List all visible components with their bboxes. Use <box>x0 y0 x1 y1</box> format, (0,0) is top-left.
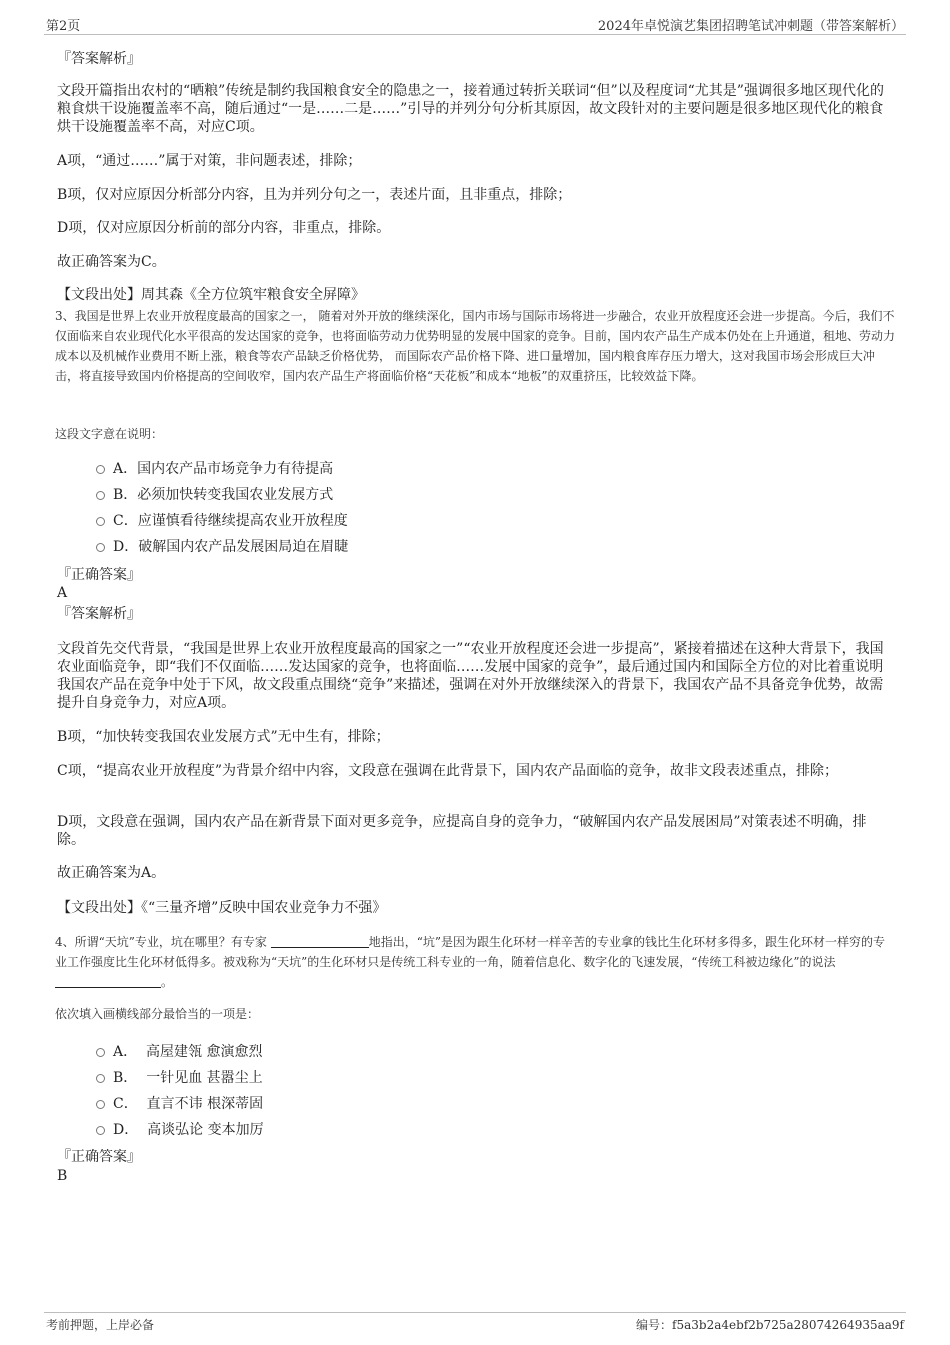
q3-option-d[interactable]: D．破解国内农产品发展困局迫在眉睫 <box>96 538 348 556</box>
q3-option-c[interactable]: C．应谨慎看待继续提高农业开放程度 <box>96 512 348 530</box>
footer-code: 编号：f5a3b2a4ebf2b725a28074264935aa9f <box>636 1318 904 1332</box>
q3-answer: A <box>57 585 68 601</box>
q3-analysis-title: 『答案解析』 <box>57 606 141 622</box>
page-footer <box>44 1312 906 1332</box>
page-header <box>44 14 906 35</box>
q4-option-a[interactable]: A． 高屋建瓴 愈演愈烈 <box>96 1043 262 1061</box>
q2-analysis-title: 『答案解析』 <box>57 51 141 67</box>
q3-option-b-analysis: B项，“加快转变我国农业发展方式”无中生有，排除； <box>57 729 390 745</box>
q4-prompt: 依次填入画横线部分最恰当的一项是： <box>55 1007 260 1021</box>
fill-blank-2 <box>55 975 161 988</box>
radio-icon[interactable] <box>96 543 105 552</box>
q4-answer-title: 『正确答案』 <box>57 1149 141 1165</box>
fill-blank-1 <box>271 935 369 948</box>
page-number: 第2页 <box>46 19 81 34</box>
radio-icon[interactable] <box>96 465 105 474</box>
radio-icon[interactable] <box>96 491 105 500</box>
q2-option-b-analysis: B项，仅对应原因分析部分内容，且为并列分句之一，表述片面，且非重点，排除； <box>57 187 572 203</box>
q4-option-c[interactable]: C． 直言不讳 根深蒂固 <box>96 1095 263 1113</box>
q3-source: 【文段出处】《“三量齐增”反映中国农业竞争力不强》 <box>57 900 387 916</box>
q4-option-d[interactable]: D． 高谈弘论 变本加厉 <box>96 1121 264 1139</box>
q3-option-b[interactable]: B．必须加快转变我国农业发展方式 <box>96 486 333 504</box>
q2-conclusion: 故正确答案为C。 <box>57 254 166 270</box>
q4-stem: 4、所谓“天坑”专业，坑在哪里？有专家 地指出，“坑”是因为跟生化环材一样辛苦的专业拿的钱比生化环材多得多，跟生化环材一样穷的专业工作强度比生化环材低得多。被戏称为“天坑”的生化环材只是传统工科专业的一角，随着信息化、数字化的飞速发展，“传统工科被边缘化”的说法 。 <box>55 935 886 989</box>
q4-answer: B <box>57 1168 68 1184</box>
q4-option-b[interactable]: B． 一针见血 甚嚣尘上 <box>96 1069 263 1087</box>
radio-icon[interactable] <box>96 1100 105 1109</box>
footer-slogan: 考前押题，上岸必备 <box>46 1318 155 1332</box>
radio-icon[interactable] <box>96 1048 105 1057</box>
q3-option-a[interactable]: A．国内农产品市场竞争力有待提高 <box>96 460 333 478</box>
q3-answer-title: 『正确答案』 <box>57 567 141 583</box>
q3-stem: 3、我国是世界上农业开放程度最高的国家之一， 随着对外开放的继续深化，国内市场与国际市场将进一步融合，农业开放程度还会进一步提高。今后，我们不仅面临来自农业现代化水平很高的发达国家的竞争，也将面临劳动力优势明显的发展中国家的竞争。目前，国内农产品生产成本仍处在上升通道，租地、劳动力成本以及机械作业费用不断上涨，粮食等农产品缺乏价格优势， 而国际农产品价格下降、进口量增加，国内粮食库存压力增大，这对我国市场会形成巨大冲击，将直接导致国内价格提高的空间收窄，国内农产品生产将面临价格“天花板”和成本“地板”的双重挤压，比较效益下降。 <box>55 309 896 383</box>
radio-icon[interactable] <box>96 1126 105 1135</box>
q2-analysis: 文段开篇指出农村的“晒粮”传统是制约我国粮食安全的隐患之一，接着通过转折关联词“但”以及程度词“尤其是”强调很多地区现代化的粮食烘干设施覆盖率不高，随后通过“一是……二是……”引导的并列分句分析其原因，故文段针对的主要问题是很多地区现代化的粮食烘干设施覆盖率不高，对应C项。 <box>57 83 884 135</box>
q3-analysis: 文段首先交代背景，“我国是世界上农业开放程度最高的国家之一”“农业开放程度还会进一步提高”，紧接着描述在这种大背景下，我国农业面临竞争，即“我们不仅面临……发达国家的竞争，也将面临……发展中国家的竞争”，最后通过国内和国际全方位的对比着重说明我国农产品在竞争中处于下风，故文段重点围绕“竞争”来描述，强调在对外开放继续深入的背景下，我国农产品不具备竞争优势，故需提升自身竞争力，对应A项。 <box>57 641 884 711</box>
q2-option-d-analysis: D项，仅对应原因分析前的部分内容，非重点，排除。 <box>57 220 391 236</box>
q2-source: 【文段出处】周其森《全方位筑牢粮食安全屏障》 <box>57 287 365 303</box>
radio-icon[interactable] <box>96 517 105 526</box>
q3-option-d-analysis: D项，文段意在强调，国内农产品在新背景下面对更多竞争，应提高自身的竞争力，“破解国内农产品发展困局”对策表述不明确，排除。 <box>57 814 867 848</box>
radio-icon[interactable] <box>96 1074 105 1083</box>
q3-prompt: 这段文字意在说明： <box>55 427 164 441</box>
q2-option-a-analysis: A项，“通过……”属于对策，非问题表述，排除； <box>57 153 362 169</box>
q3-conclusion: 故正确答案为A。 <box>57 865 166 881</box>
document-title: 2024年卓悦演艺集团招聘笔试冲刺题（带答案解析） <box>597 19 904 34</box>
q3-option-c-analysis: C项，“提高农业开放程度”为背景介绍中内容，文段意在强调在此背景下，国内农产品面临的竞争，故非文段表述重点，排除； <box>57 763 839 779</box>
